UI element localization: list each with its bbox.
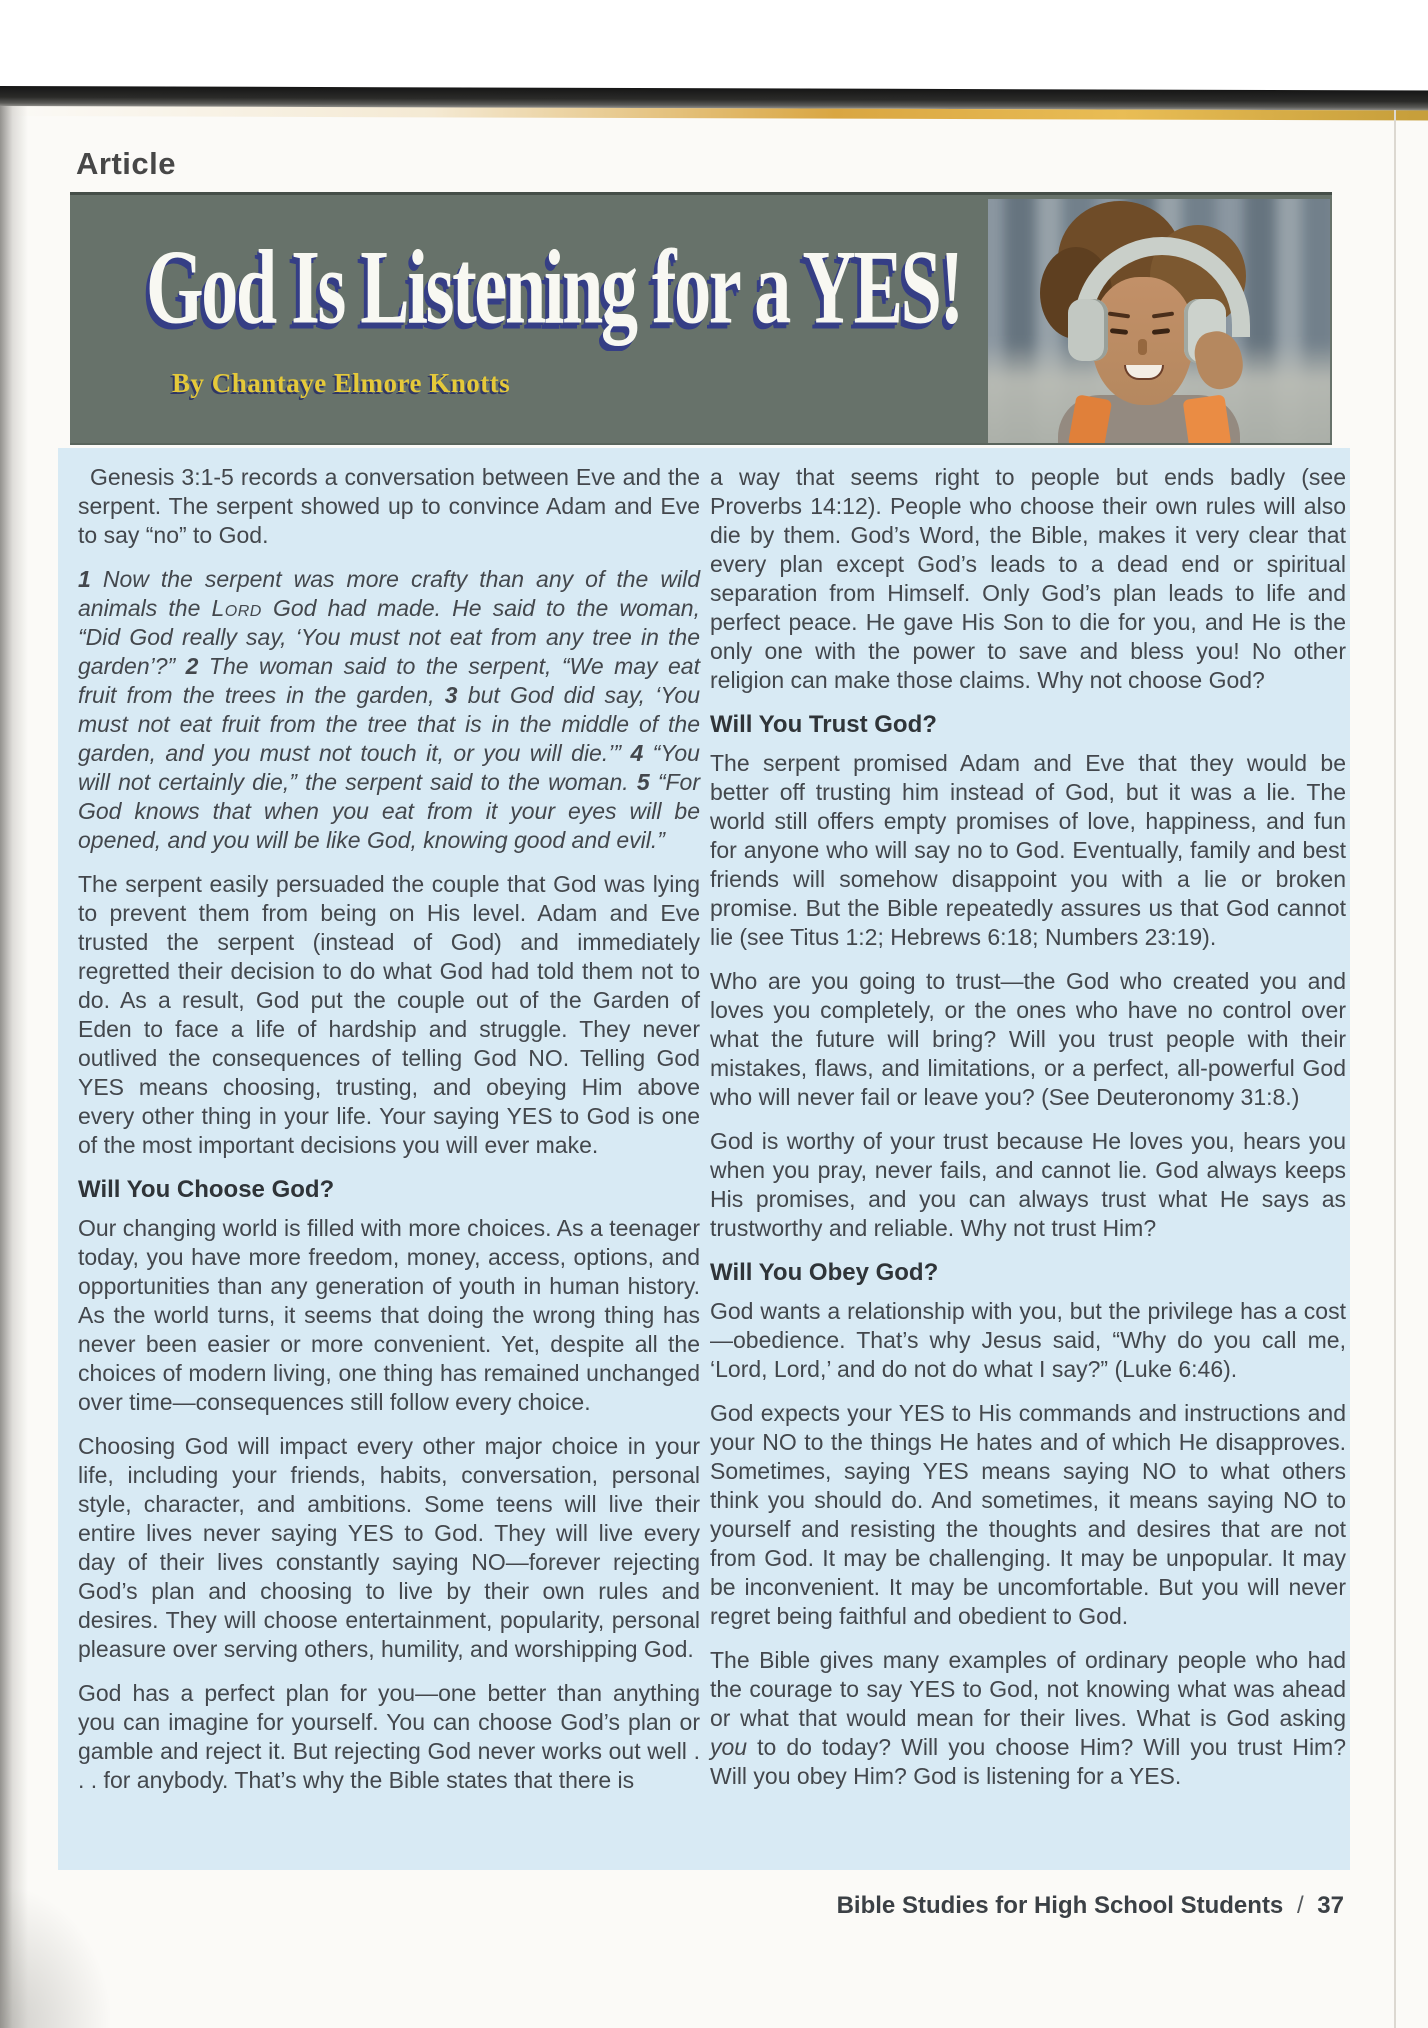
paragraph: The Bible gives many examples of ordinary people who had the courage to say YES to God, not knowing what was ahead or what that would mean for their lives. What is God asking you to do today? Will you choose Him? Will you trust Him? Will you obey Him? God is listening for a YES.	[710, 1647, 1346, 1789]
paragraph: The serpent easily persuaded the couple that God was lying to prevent them from being on His level. Adam and Eve trusted the serpent (instead of God) and immediately regretted their decision to do what God had told them not to do. As a result, God put the couple out of the Garden of Eden to face a life of hardship and struggle. They never outlived the consequences of telling God NO. Telling God YES means choosing, trusting, and obeying Him above every other thing in your life. Your saying YES to God is one of the most important decisions you will ever make.	[78, 871, 700, 1158]
paragraph: Who are you going to trust—the God who created you and loves you completely, or the ones who have no control over what the future will bring? Will you trust people with their mistakes, flaws, and limitations, or a perfect, all-powerful God who will never fail or leave you? (See Deuteronomy 31:8.)	[710, 968, 1346, 1110]
scripture-paragraph: 1 Now the serpent was more crafty than any of the wild animals the Lord God had made. He said to the woman, “Did God really say, ‘You must not eat from any tree in the garden’?” 2 The woman said to the serpent, “We may eat fruit from the trees in the garden, 3 but God did say, ‘You must not eat fruit from the tree that is in the middle of the garden, and you must not touch it, or you will die.’” 4 “You will not certainly die,” the serpent said to the woman. 5 “For God knows that when you eat from it your eyes will be opened, and you will be like God, knowing good and evil.”	[78, 566, 700, 853]
article-byline: By Chantaye Elmore Knotts	[172, 368, 511, 398]
scan-corner-shadow	[0, 1888, 110, 2028]
footer-page-number: 37	[1317, 1892, 1344, 1919]
article-body-panel	[58, 448, 1350, 1870]
section-heading: Will You Choose God?	[78, 1176, 335, 1203]
article-label: Article	[76, 146, 176, 181]
paragraph: God is worthy of your trust because He loves you, hears you when you pray, never fails, and cannot lie. God always keeps His promises, and you can always trust what He says as trustworthy and reliable. Why not trust Him?	[710, 1128, 1346, 1241]
footer-separator: /	[1296, 1892, 1304, 1919]
page-edge-line	[1394, 110, 1396, 2028]
headphone-cup-left	[1068, 299, 1108, 361]
section-heading: Will You Obey God?	[710, 1259, 939, 1286]
left-column	[78, 463, 700, 1810]
scan-left-shadow	[0, 96, 28, 2028]
paragraph: God expects your YES to His commands and instructions and your NO to the things He hates and of which He disapproves. Sometimes, saying YES means saying NO to what others think you should do. And sometimes, it means saying NO to yourself and resisting the thoughts and desires that are not from God. It may be challenging. It may be unpopular. It may be inconvenient. It may be uncomfortable. But you will never regret being faithful and obedient to God.	[710, 1400, 1346, 1629]
paragraph: Our changing world is filled with more choices. As a teenager today, you have more freedom, money, access, options, and opportunities than any generation of youth in human history. As the world turns, it seems that doing the wrong thing has never been easier or more convenient. Yet, despite all the choices of modern living, one thing has remained unchanged over time—consequences still follow every choice.	[78, 1215, 700, 1415]
section-heading: Will You Trust God?	[710, 711, 937, 738]
paragraph: God has a perfect plan for you—one better than anything you can imagine for yourself. You can choose God’s plan or gamble and reject it. But rejecting God never works out well . . . for anybody. That’s why the Bible states that there is	[78, 1680, 700, 1793]
paragraph: God wants a relationship with you, but the privilege has a cost—obedience. That’s why Jesus said, “Why do you call me, ‘Lord, Lord,’ and do not do what I say?” (Luke 6:46).	[710, 1298, 1346, 1382]
smile-shape	[1124, 365, 1164, 380]
header-photo	[988, 199, 1330, 443]
footer-text: Bible Studies for High School Students	[836, 1892, 1284, 1919]
paragraph: Choosing God will impact every other major choice in your life, including your friends, habits, conversation, personal style, character, and ambitions. Some teens will live their entire lives never saying YES to God. They will live every day of their lives constantly saying NO—forever rejecting God’s plan and choosing to live by their own rules and desires. They will choose entertainment, popularity, personal pleasure over serving others, humility, and worshipping God.	[78, 1433, 700, 1662]
backpack-strap-left	[1068, 394, 1112, 443]
page-footer	[837, 1892, 1344, 1920]
nose-shape	[1138, 339, 1147, 355]
paragraph: Genesis 3:1-5 records a conversation between Eve and the serpent. The serpent showed up to convince Adam and Eve to say “no” to God.	[78, 464, 700, 548]
backpack-strap-right	[1183, 394, 1232, 443]
header-banner	[70, 192, 1332, 445]
article-title: God Is Listening for a YES!	[146, 227, 962, 347]
paragraph: The serpent promised Adam and Eve that they would be better off trusting him instead of God, but it was a lie. The world still offers empty promises of love, happiness, and fun for anyone who will say no to God. Eventually, family and best friends will somehow disappoint you with a lie or broken promise. But the Bible repeatedly assures us that God cannot lie (see Titus 1:2; Hebrews 6:18; Numbers 23:19).	[710, 750, 1346, 950]
paragraph: a way that seems right to people but ends badly (see Proverbs 14:12). People who choose their own rules will also die by them. God’s Word, the Bible, makes it very clear that every plan except God’s leads to a dead end or spiritual separation from Himself. Only God’s plan leads to life and perfect peace. He gave His Son to die for you, and He is the only one with the power to save and bless you! No other religion can make those claims. Why not choose God?	[710, 464, 1346, 693]
right-column	[710, 463, 1346, 1806]
